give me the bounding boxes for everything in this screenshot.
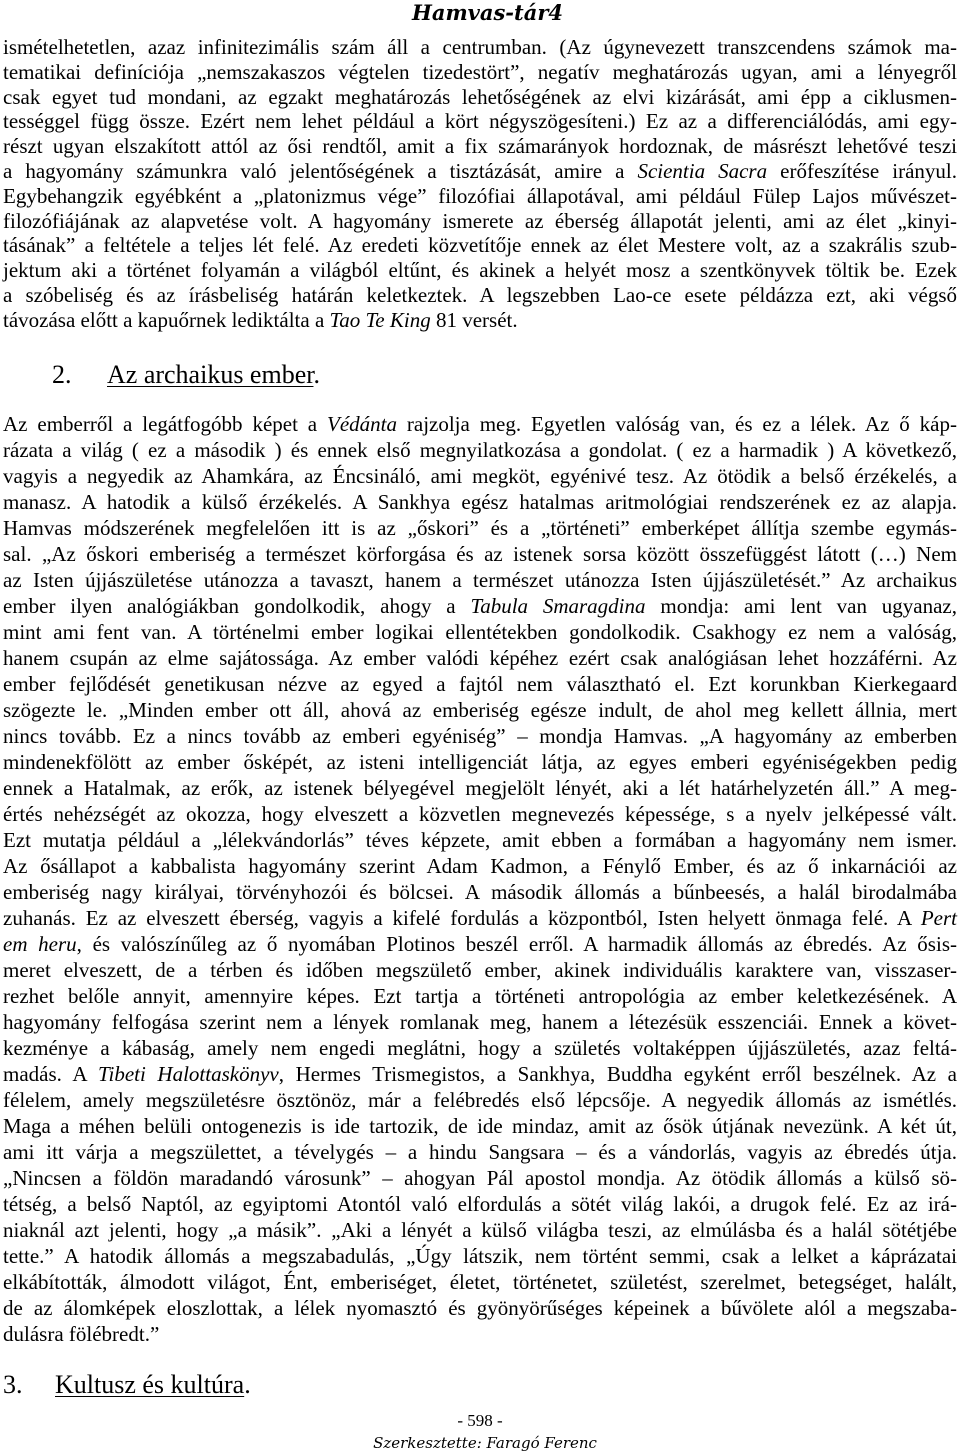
text-line [3, 541, 957, 567]
text-run: hanem csupán az elme sajátossága. Az ember valódi képéhez ezért csak analógiásan lehet hozzáférni. Az [3, 646, 957, 670]
text-run: kezménye a kábaság, amely nem engedi meglátni, hogy a születés voltaképpen újjászületés, azaz feltá- [3, 1036, 957, 1060]
text-line [3, 1009, 957, 1035]
text-run: távozása előtt a kapuőrnek lediktálta a [3, 307, 330, 332]
page-number: - 598 - [457, 1411, 503, 1430]
text-line [3, 463, 957, 489]
text-line [3, 308, 957, 333]
text-run: Hamvas módszerének megfelelően itt is az „őskori” és a „történeti” emberképet állítja szembe egymás- [3, 516, 957, 540]
text-run: rázata a világ ( ez a második ) és ennek első megnyilatkozása a gondolat. ( ez a harmadik ) A következő, [3, 438, 957, 462]
text-line [3, 1321, 957, 1347]
text-run: rajzolja meg. Egyetlen valóság van, és ez a lélek. Az ő káp- [397, 412, 957, 436]
text-run: Egybehangzik egyébként a „platonizmus vége” filozófiai állapotával, ami például Fülep Lajos művészet- [3, 183, 957, 208]
italic-text: Pert [920, 906, 957, 930]
text-line [3, 1269, 957, 1295]
italic-text: Védánta [327, 412, 397, 436]
text-run: meret elveszett, de a térben és időben megszülető ember, akinek individuális karaktere van, visszaser- [3, 958, 957, 982]
section-title: Kultusz és kultúra [55, 1370, 245, 1399]
text-line [3, 1035, 957, 1061]
text-run: mindenekfölött az ember ősképét, az isteni intelligenciát látja, az egyes emberi egyéniségekben pedig [3, 750, 957, 774]
text-line [3, 35, 957, 60]
text-line [3, 879, 957, 905]
text-run: részt ugyan elszakított attól az ősi rendtől, amit a fix számarányok hordoznak, de másrészt lehetővé teszi [3, 134, 957, 159]
text-run: manasz. A hatodik a külső érzékelés. A Sankhya egész hatalmas aritmológiai rendszerének ez az alapja. [3, 490, 957, 514]
text-run: hagyomány felfogása szerint nem a lények romlanak meg, hanem a létezésük esszenciái. Ennek a követ- [3, 1010, 957, 1034]
text-run: tességgel függ össze. Ezért nem lehet például a kört négyszögesíteni.) Ez az a differenciálódás, ami egy- [3, 109, 957, 134]
text-run: nincs tovább. Ez a nincs tovább az emberi egyéniség” – mondja Hamvas. „A hagyomány az emberben [3, 724, 957, 748]
text-line [3, 645, 957, 671]
text-line [3, 567, 957, 593]
text-run: ember fejlődését genetikusan nézve az egyed a fajtól nem választható el. Ezt korunkban Kierkegaard [3, 672, 957, 696]
text-line [3, 1113, 957, 1139]
text-run: tásának” a feltétele a teljes lét felé. Az eredeti közvetítője ennek az élet Mestere volt, az a szakrális szub- [3, 233, 957, 258]
text-line [3, 723, 957, 749]
text-line [3, 801, 957, 827]
text-line [3, 749, 957, 775]
text-line [3, 1191, 957, 1217]
text-run: vagyis a negyedik az Ahamkára, az Éncsináló, ami megköt, egyénivé tesz. Az ötödik a belső érzékelés, a [3, 464, 957, 488]
text-line [3, 593, 957, 619]
editor-credit: Szerkesztette: Faragó Ferenc [373, 1434, 597, 1452]
italic-text: Scientia Sacra [637, 158, 768, 183]
text-run: rezhet belőle annyit, amennyire képes. Ezt tartja a történeti antropológia az ember keletkezésének. A [3, 984, 957, 1008]
text-run: tétség, a belső Naptól, az egyiptomi Atontól való elfordulás a sötét világ lakói, a drugok felé. Ez az irá- [3, 1192, 957, 1216]
text-run: mint ami fent van. A történelmi ember logikai ellentétekben gondolkodik. Csakhogy ez nem a valóság, [3, 620, 957, 644]
text-run: Ezt mutatja például a „lélekvándorlás” téves képzete, amit ebben a formában a hagyomány nem ismer. [3, 828, 957, 852]
text-line [3, 1061, 957, 1087]
text-run: , és valószínűleg az ő nyomában Plotinos beszél erről. A harmadik állomás az ébredés. Az ősis- [76, 932, 957, 956]
text-run: tematikai definíciója „nemszakaszos végtelen tizedestört”, negatív meghatározás ugyan, ami a lényegről [3, 59, 957, 84]
text-line [3, 411, 957, 437]
text-line [3, 1087, 957, 1113]
text-run: Az emberről a legátfogóbb képet a [3, 412, 328, 436]
text-line [3, 437, 957, 463]
text-line [3, 489, 957, 515]
text-line [3, 159, 957, 184]
text-run: az Isten újjászületése utánozza a tavaszt, hanem a természet utánozza Isten újjászületését.” Az archaikus [3, 568, 957, 592]
text-run: ismételhetetlen, azaz infinitezimális szám áll a centrumban. (Az úgynevezett transzcendens számok ma- [3, 35, 957, 59]
italic-text: Tibeti Halottaskönyv [97, 1062, 279, 1086]
text-line [3, 515, 957, 541]
section-number: 3. [3, 1370, 23, 1399]
section-number: 2. [52, 360, 72, 389]
text-run: félelem, amely megszületésre ösztönöz, már a felébredés első lépcsője. A negyedik állomás az ismétlés. [3, 1088, 957, 1112]
section-title-period: . [244, 1370, 251, 1399]
text-run: madás. A [3, 1062, 98, 1086]
text-line [3, 209, 957, 234]
text-line [3, 775, 957, 801]
text-line [3, 1217, 957, 1243]
text-run: Maga a méhen belüli ontogenezis is ide tartozik, de ide mindaz, amit az ősök útjának nevezünk. A két út, [3, 1114, 957, 1138]
section-title-period: . [313, 360, 320, 389]
text-run: dulásra fölébredt.” [3, 1322, 160, 1346]
text-line [3, 853, 957, 879]
text-run: zuhanás. Ez az elveszett éberség, vagyis a kifelé fordulás a központból, Isten helyett önmaga felé. A [3, 906, 921, 930]
text-run: mondja: ami lent van ugyanaz, [645, 594, 957, 618]
paragraph [3, 411, 957, 1347]
text-line [3, 184, 957, 209]
text-run: ennek a Hatalmak, az erők, az istenek bélyegével megjelölt lényét, aki a lét határhelyzetén áll.” A meg- [3, 776, 957, 800]
text-line [3, 957, 957, 983]
text-line [3, 109, 957, 134]
text-run: szögezte le. „Minden ember ott áll, ahová az emberiség egésze indult, de ahol meg kellett állnia, mert [3, 698, 957, 722]
italic-text: em heru [3, 932, 77, 956]
text-line [3, 258, 957, 283]
text-run: ember ilyen analógiákban gondolkodik, ahogy a [3, 594, 471, 618]
text-line [3, 134, 957, 159]
text-line [3, 85, 957, 110]
section-heading [52, 360, 320, 390]
italic-text: Tao Te King [329, 307, 431, 332]
text-run: a hagyomány számunkra való jelentőségének a tisztázását, amire a [3, 158, 638, 183]
text-line [3, 827, 957, 853]
running-header: Hamvas-tár4 [412, 0, 563, 25]
text-run: jektum aki a történet folyamán a világból eltűnt, és akinek a helyét mosz a szentkönyvek töltik be. Ezek [3, 258, 957, 283]
text-run: értés nehézségét az okozza, hogy elveszett a közvetlen megnevezés képessége, s a nyelv jelképessé vált. [3, 802, 957, 826]
text-run: tette.” A hatodik állomás a megszabadulás, „Úgy látszik, nem történt semmi, csak a lelket a káprázatai [3, 1244, 957, 1268]
text-line [3, 619, 957, 645]
text-line [3, 671, 957, 697]
text-run: sal. „Az őskori emberiség a természet körforgása és az istenek sorsa között összefüggést látott (…) Nem [3, 542, 957, 566]
section-title: Az archaikus ember [107, 360, 314, 389]
text-run: csak egyet tud mondani, az egzakt meghatározás lehetőségének az elvi kizárását, ami épp a ciklusmen- [3, 84, 957, 109]
text-run: „Nincsen a földön maradandó városunk” – ahogyan Pál apostol mondja. Az ötödik állomás a külső sö- [3, 1166, 957, 1190]
italic-text: Tabula Smaragdina [470, 594, 646, 618]
text-run: Az ősállapot a kabbalista hagyomány szerint Adam Kadmon, a Fénylő Ember, és az ő inkarnációi az [3, 854, 957, 878]
text-line [3, 60, 957, 85]
text-line [3, 1243, 957, 1269]
text-run: niaknál azt jelenti, hogy „a másik”. „Aki a lényét a külső világba teszi, az elmúlásba és a halál sötétjébe [3, 1218, 957, 1242]
section-heading [3, 1370, 251, 1400]
text-line [3, 1139, 957, 1165]
text-line [3, 1165, 957, 1191]
text-run: filozófiájának az alapvetése volt. A hagyomány ismerete az éberség állapotát jelenti, ami az élet „kinyi- [3, 208, 957, 233]
text-run: elkábították, álmodott világot, Ént, emberiséget, életet, történetet, születést, szerelmet, betegséget, halált, [3, 1270, 957, 1294]
text-run: 81 versét. [430, 307, 518, 332]
paragraph [3, 35, 957, 333]
text-run: ami itt várja a megszülettet, a tévelygés – a hindu Sangsara – és a vándorlás, vagyis az ébredés útja. [3, 1140, 957, 1164]
text-line [3, 283, 957, 308]
text-line [3, 233, 957, 258]
text-line [3, 905, 957, 931]
text-run: , Hermes Trismegistos, a Sankhya, Buddha egyként erről beszélnek. Az a [278, 1062, 958, 1086]
text-run: emberiség nagy királyai, törvényhozói és bölcsei. A második állomás a bűnbeesés, a halál birodalmába [3, 880, 957, 904]
text-run: de az álomképek eloszlottak, a lélek nyomasztó és gyönyörűséges képeinek a bűvölete alól a megszaba- [3, 1296, 957, 1320]
text-run: a szóbeliség és az írásbeliség határán keletkeztek. A legszebben Lao-ce esete példázza ezt, aki végső [3, 282, 957, 307]
text-run: erőfeszítése irányul. [767, 158, 958, 183]
text-line [3, 931, 957, 957]
text-line [3, 697, 957, 723]
text-line [3, 1295, 957, 1321]
text-line [3, 983, 957, 1009]
